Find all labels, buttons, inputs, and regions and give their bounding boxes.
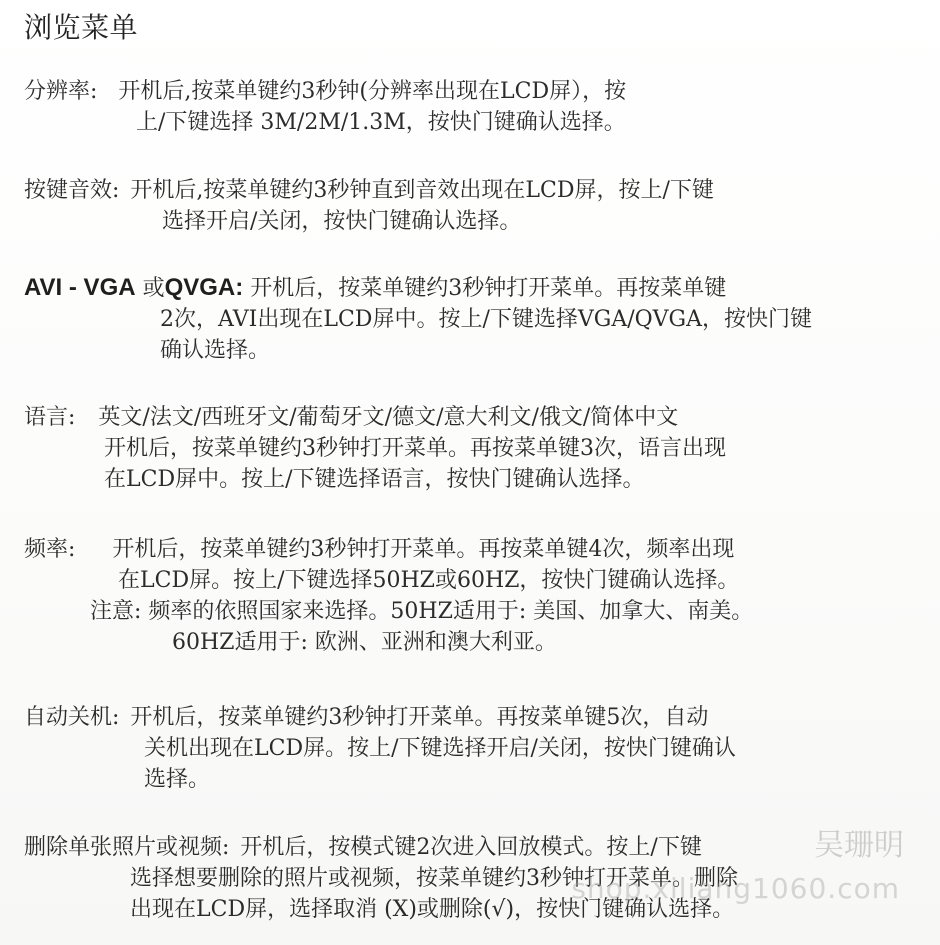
section-frequency	[24, 534, 753, 658]
frequency-text-2: 在LCD屏。按上/下键选择50HZ或60HZ，按快门键确认选择。	[118, 568, 740, 593]
resolution-text-1: 开机后,按菜单键约3秒钟(分辨率出现在LCD屏），按	[118, 79, 627, 104]
delete-text-1: 开机后，按模式键2次进入回放模式。按上/下键	[240, 835, 702, 860]
key-sound-first-line	[24, 175, 714, 206]
language-text-2: 开机后，按菜单键约3秒钟打开菜单。再按菜单键3次，语言出现	[104, 436, 726, 461]
avi-label-or: 或	[142, 276, 165, 301]
avi-label-qvga: QVGA:	[164, 274, 244, 301]
page-title: 浏览菜单	[24, 11, 139, 44]
frequency-label: 频率:	[24, 537, 76, 562]
section-resolution	[24, 76, 626, 138]
key-sound-label: 按键音效:	[24, 178, 120, 203]
delete-text-2: 选择想要删除的照片或视频，按菜单键约3秒钟打开菜单。删除	[130, 866, 738, 891]
auto-off-first-line	[24, 702, 736, 733]
language-text-3: 在LCD屏中。按上/下键选择语言，按快门键确认选择。	[104, 467, 645, 492]
delete-label: 删除单张照片或视频:	[24, 835, 230, 860]
auto-off-text-2: 关机出现在LCD屏。按上/下键选择开启/关闭，按快门键确认	[144, 736, 736, 761]
language-text-1: 英文/法文/西班牙文/葡萄牙文/德文/意大利文/俄文/简体中文	[98, 405, 679, 430]
language-label: 语言:	[24, 405, 76, 430]
resolution-text-2: 上/下键选择 3M/2M/1.3M，按快门键确认选择。	[136, 110, 626, 135]
auto-off-label: 自动关机:	[24, 705, 120, 730]
avi-text-1: 开机后，按菜单键约3秒钟打开菜单。再按菜单键	[250, 276, 727, 301]
watermark-name: 吴珊明	[814, 828, 904, 863]
frequency-first-line	[24, 534, 753, 565]
section-language	[24, 402, 726, 495]
frequency-text-1: 开机后，按菜单键约3秒钟打开菜单。再按菜单键4次，频率出现	[112, 537, 735, 562]
auto-off-text-1: 开机后，按菜单键约3秒钟打开菜单。再按菜单键5次，自动	[130, 705, 709, 730]
watermark-url: shop.xiliang1060.com	[571, 872, 900, 905]
delete-text-3: 出现在LCD屏，选择取消 (X)或删除(√)，按快门键确认选择。	[130, 897, 735, 922]
avi-text-3: 确认选择。	[160, 338, 271, 363]
section-auto-off	[24, 702, 736, 795]
frequency-note-2: 60HZ适用于: 欧洲、亚洲和澳大利亚。	[172, 630, 557, 655]
auto-off-text-3: 选择。	[144, 767, 211, 792]
key-sound-text-1: 开机后,按菜单键约3秒钟直到音效出现在LCD屏，按上/下键	[130, 178, 714, 203]
frequency-note-1: 注意: 频率的依照国家来选择。50HZ适用于: 美国、加拿大、南美。	[90, 599, 754, 624]
resolution-label: 分辨率:	[24, 79, 98, 104]
section-key-sound	[24, 175, 714, 237]
resolution-first-line	[24, 76, 626, 107]
delete-first-line	[24, 832, 738, 863]
language-first-line	[24, 402, 726, 433]
avi-label-vga: AVI - VGA	[24, 274, 136, 301]
avi-text-2: 2次，AVI出现在LCD屏中。按上/下键选择VGA/QVGA，按快门键	[160, 307, 813, 332]
avi-first-line	[24, 272, 812, 304]
key-sound-text-2: 选择开启/关闭，按快门键确认选择。	[162, 209, 522, 234]
section-avi	[24, 272, 812, 366]
